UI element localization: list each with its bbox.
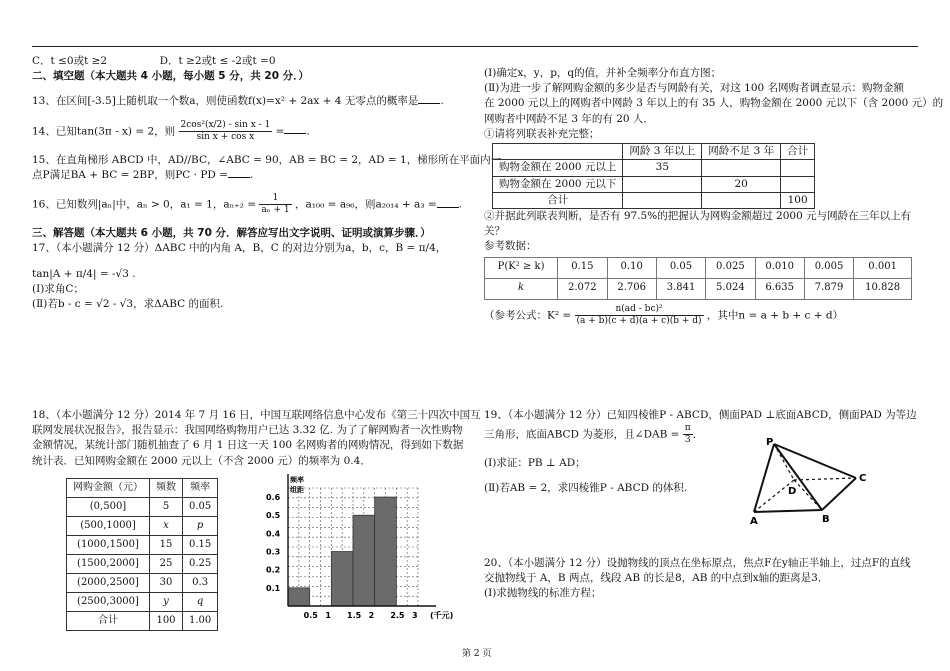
question-18-line4: 统计表．已知网购金额在 2000 元以上（不含 2000 元）的频率为 0.4． — [32, 454, 371, 467]
table-row: P(K² ≥ k) 0.15 0.10 0.05 0.025 0.010 0.005 0.001 — [485, 257, 912, 278]
table-row: 合计 100 1.00 — [67, 612, 218, 631]
histogram-bar — [353, 515, 375, 606]
vertex-label-b: B — [822, 514, 830, 525]
vertex-label-c: C — [859, 473, 867, 484]
y-tick-label: 0.1 — [266, 583, 281, 593]
reference-formula: （参考公式：K² = $\frac{\text{n(ad - bc)²}}{(a + b)(c + d)(a + c)(b + d)}$ ，其中n = a + b + c + d） — [484, 303, 844, 326]
question-17-line1: 17、（本小题满分 12 分）ΔABC 中的内角 A，B，C 的对边分别为a，b，c，B = π/4， — [32, 242, 447, 255]
x-axis-label: (千元) — [430, 611, 454, 620]
question-13: 13、在区间[-3.5]上随机取一个数a，则使函数f(x)=x² + 2ax + 4 无零点的概率是 . — [32, 95, 444, 108]
choice-cd-line: C．t ≤0或t ≥2 D．t ≥2或t ≤ -2或t =0 — [32, 55, 276, 67]
question-15-line2: 点P满足BA + BC = 2BP，则PC · PD = . — [32, 168, 254, 181]
answer-blank — [437, 198, 459, 208]
q18-part2-line3: 网购者中网龄不足 3 年的有 20 人． — [484, 112, 654, 125]
question-19-part2: (Ⅱ)若AB = 2，求四棱锥P - ABCD 的体积. — [484, 482, 688, 495]
fill-in-heading: 二、填空题（本大题共 4 小题，每小题 5 分，共 20 分．） — [32, 70, 309, 83]
q18-part1: (Ⅰ)确定x，y，p，q的值，并补全频率分布直方图； — [484, 67, 722, 79]
q14-fraction: $\frac{\text{2cos²(x/2) - sin x - 1}}{\text{sin x + cos x}}$ — [180, 119, 271, 142]
question-14: 14、已知tan(3π - x) = 2，则 $\frac{\text{2cos²(x/2) - sin x - 1}}{\text{sin x + cos x}}$ = . — [32, 119, 310, 142]
x-tick-label: 2 — [368, 611, 375, 620]
table-row: (1000,1500] 15 0.15 — [67, 536, 218, 555]
y-tick-label: 0.4 — [266, 529, 281, 539]
question-20-part1: (Ⅰ)求抛物线的标准方程； — [484, 587, 602, 600]
q18-sub2-line2: 关？ — [484, 225, 505, 238]
question-17-part2: (Ⅱ)若b - c = √2 - √3，求ΔABC 的面积. — [32, 297, 224, 310]
question-18-line1: 18、（本小题满分 12 分）2014 年 7 月 16 日，中国互联网络信息中心发布《第三十四次中国互 — [32, 409, 481, 421]
table-row: 合计 100 — [493, 192, 815, 208]
question-19-line1: 19、（本小题满分 12 分）已知四棱锥P - ABCD，侧面PAD ⊥底面ABCD，侧面PAD 为等边 — [484, 409, 917, 421]
x-tick-label: 3 — [412, 611, 418, 620]
x-tick-label: 0.5 — [303, 611, 318, 620]
right-column — [484, 66, 944, 327]
y-tick-label: 0.2 — [266, 565, 281, 575]
question-18-line3: 金额情况，某统计部门随机抽查了 6 月 1 日这一天 100 名网购者的网购情况，得到如下数据 — [32, 439, 464, 452]
vertex-label-d: D — [788, 486, 797, 497]
table-row: (0,500] 5 0.05 — [67, 498, 218, 517]
answer-blank — [228, 168, 250, 178]
table-row: 购物金额在 2000 元以下 20 — [493, 176, 815, 192]
y-axis-label: 组距 — [290, 486, 304, 494]
table-row: 购物金额在 2000 元以上 35 — [493, 160, 815, 176]
question-19-line2: 三角形，底面ABCD 为菱形，且∠DAB = $\frac{\pi}{3}$ ． — [484, 423, 704, 446]
q18-part2-line2: 在 2000 元以上的网购者中网龄 3 年以上的有 35 人，购物金额在 2000 元以下（含 2000 元）的 — [484, 97, 944, 110]
question-16: 16、已知数列|aₙ|中，aₙ > 0，a₁ = 1，aₙ₊₂ = $\frac{1}{\text{aₙ + 1}}$ ，a₁₀₀ = a₉₆，则a₂₀₁₄ + a₃ = . — [32, 193, 463, 216]
q16-fraction: $\frac{1}{\text{aₙ + 1}}$ — [261, 193, 290, 216]
k2-formula-fraction: $\frac{\text{n(ad - bc)²}}{(a + b)(c + d)(a + c)(b + d)}$ — [576, 303, 702, 326]
y-tick-label: 0.5 — [266, 511, 281, 521]
frequency-histogram — [258, 468, 454, 628]
question-18-line2: 联网发展状况报告》，报告显示：我国网络购物用户已达 3.32 亿. 为了了解网购者一次性购物 — [32, 424, 463, 437]
page-number: 第 2 页 — [462, 649, 492, 659]
solve-heading: 三、解答题（本大题共 6 小题，共 70 分．解答应写出文字说明、证明或演算步骤．） — [32, 227, 431, 240]
answer-blank — [418, 94, 440, 104]
x-tick-label: 1 — [325, 611, 331, 620]
x-tick-label: 1.5 — [347, 611, 362, 620]
angle-fraction: $\frac{\pi}{3}$ — [684, 423, 691, 446]
q18-sub2-line1: ②并据此列联表判断，是否有 97.5%的把握认为网购金额超过 2000 元与网龄在三年以上有 — [484, 209, 912, 222]
histogram-bar — [331, 552, 353, 606]
q18-sub1: ①请将列联表补充完整； — [484, 127, 600, 140]
question-18 — [32, 408, 481, 469]
x-tick-label: 2.5 — [390, 611, 405, 620]
left-column — [32, 54, 502, 312]
histogram-bar — [288, 588, 310, 606]
reference-label: 参考数据： — [484, 240, 537, 253]
table-header-row: 网龄 3 年以上 网龄不足 3 年 合计 — [493, 144, 815, 160]
question-20-line2: 交抛物线于 A，B 两点，线段 AB 的长是8，AB 的中点到x轴的距离是3． — [484, 572, 829, 585]
vertex-label-a: A — [750, 516, 758, 527]
histogram-bar — [375, 497, 397, 606]
y-tick-label: 0.6 — [266, 493, 281, 503]
table-row: (500,1000] x p — [67, 517, 218, 536]
vertex-label-p: P — [766, 437, 774, 448]
q18-part2-line1: (Ⅱ)为进一步了解网购金额的多少是否与网龄有关，对这 100 名网购者调查显示：购物金额 — [484, 82, 905, 95]
table-header-row: 网购金额（元） 频数 频率 — [67, 479, 218, 498]
y-axis-label: 频率 — [290, 476, 304, 484]
question-15-line1: 15、在直角梯形 ABCD 中，AD//BC，∠ABC = 90，AB = BC = 2，AD = 1，梯形所在平面内一 — [32, 153, 502, 166]
question-17-line2: tan|A + π/4| = -√3 . — [32, 267, 136, 280]
question-19-part1: (Ⅰ)求证：PB ⊥ AD； — [484, 457, 586, 470]
table-row: k 2.072 2.706 3.841 5.024 6.635 7.879 10.828 — [485, 278, 912, 299]
table-row: (2000,2500] 30 0.3 — [67, 574, 218, 593]
question-20 — [484, 556, 924, 602]
k2-critical-values-table — [484, 257, 912, 300]
pyramid-diagram — [752, 436, 872, 526]
frequency-table — [66, 478, 218, 631]
answer-blank — [284, 124, 306, 134]
question-17-part1: (Ⅰ)求角C； — [32, 282, 84, 295]
top-rule — [32, 46, 918, 47]
table-row: (2500,3000] y q — [67, 593, 218, 612]
table-row: (1500,2000] 25 0.25 — [67, 555, 218, 574]
y-tick-label: 0.3 — [266, 547, 281, 557]
contingency-table — [492, 143, 815, 209]
question-20-line1: 20、（本小题满分 12 分）设抛物线的顶点在坐标原点，焦点F在y轴正半轴上，过点F的直线 — [484, 557, 911, 569]
